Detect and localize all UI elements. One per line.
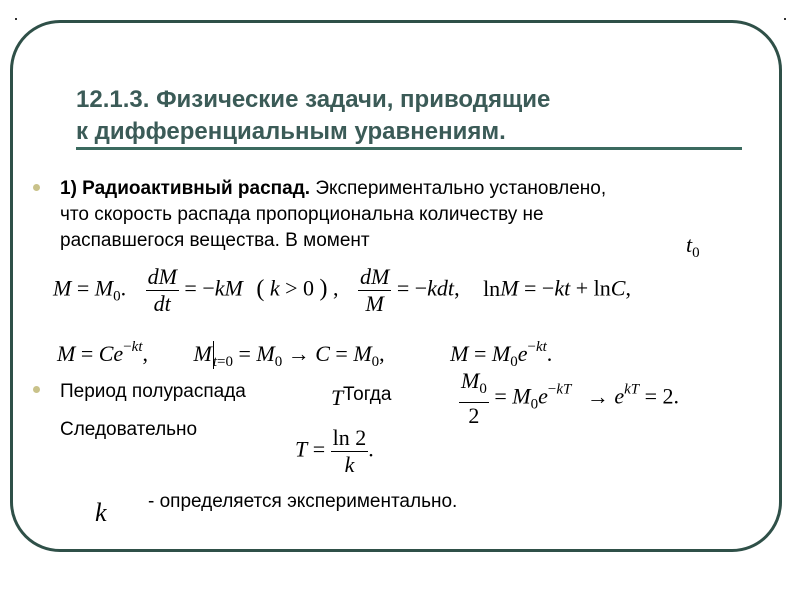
k-symbol: k (95, 498, 107, 527)
eq-row-1: $M = M_0$. $\frac{dM}{dt}$ = −kM ( k > 0 ) , $\frac{dM}{M}$ = −kdt, lnM = −kt + lnC, (53, 264, 631, 316)
eq-half-life: $\frac{M_0}{2}$ = $M_0e^{-kT} \to e^{kT} = 2$. (461, 368, 679, 428)
eq-T-result: T = $\frac{\ln 2}{k}$ . (295, 425, 374, 477)
bullet-dot (33, 386, 40, 393)
t0-symbol: $t_0$ (686, 232, 700, 261)
bullet-dot (33, 184, 40, 191)
paragraph-bold: 1) Радиоактивный распад. (60, 178, 311, 199)
paragraph-radioactive (60, 176, 780, 254)
title-line-1: 12.1.3. Физические задачи, приводящие (76, 86, 551, 113)
paragraph-text-1: Экспериментально установлено, (310, 178, 607, 199)
corner-dot (784, 18, 786, 20)
hence-label: Следовательно (60, 419, 198, 440)
corner-dot (15, 18, 17, 20)
period-label: Период полураспада (60, 381, 246, 402)
eq-row-2: $M = Ce^{-kt}$, $M_{t=0} = M_0 \to C = M_0$, $M = M_0e^{-kt}$. (57, 339, 553, 370)
title-line-2: к дифференциальным уравнениям. (76, 118, 506, 145)
title-underline (76, 147, 742, 150)
slide-title (76, 84, 756, 148)
paragraph-text-3: распавшегося вещества. В момент (60, 230, 370, 251)
then-label: Тогда (343, 384, 392, 405)
paragraph-text-2: что скорость распада пропорциональна количеству не (60, 204, 544, 225)
T-symbol: T (331, 385, 344, 410)
k-note: - определяется экспериментально. (148, 491, 458, 512)
